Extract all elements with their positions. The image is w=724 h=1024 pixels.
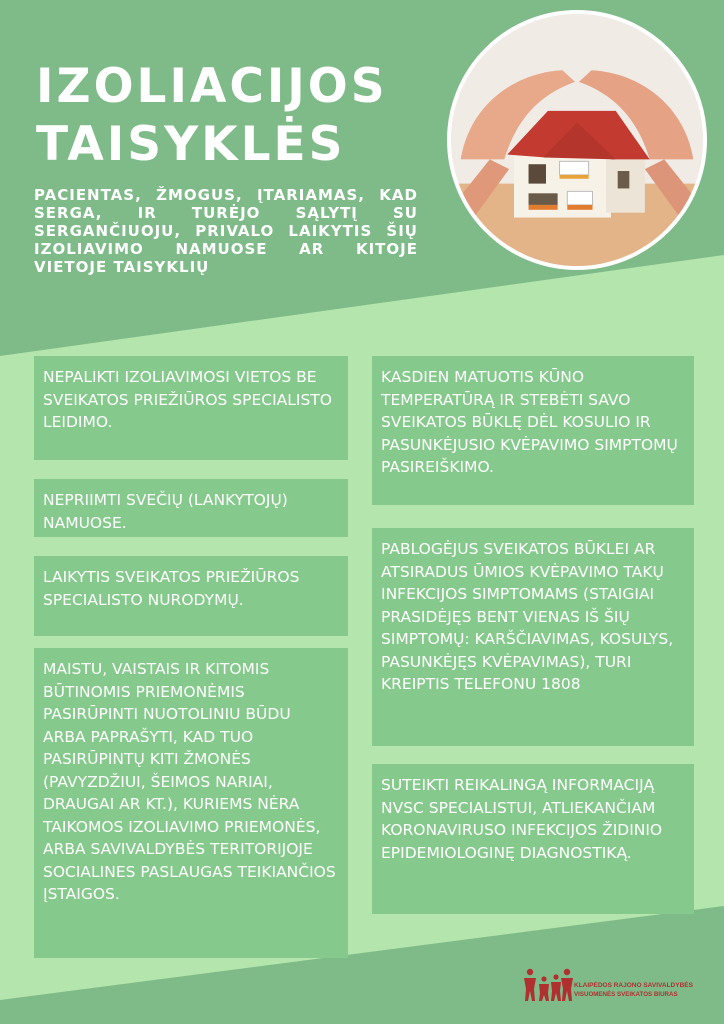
organization-line-1: KLAIPĖDOS RAJONO SAVIVALDYBĖS <box>574 982 693 989</box>
rule-supplies: MAISTU, VAISTAIS IR KITOMIS BŪTINOMIS PRIEMONĖMIS PASIRŪPINTI NUOTOLINIU BŪDU ARBA PAPRAŠYTI, KAD TUO PASIRŪPINTŲ KITI ŽMONĖS (PAVYZDŽIUI, ŠEIMOS NARIAI, DRAUGAI AR KT.), KURIEMS NĖRA TAIKOMOS IZOLIAVIMO PRIEMONĖS, ARBA SAVIVALDYBĖS TERITORIJOJE SOCIALINES PASLAUGAS TEIKIANČIOS ĮSTAIGOS. <box>34 648 348 958</box>
rule-call-1808: PABLOGĖJUS SVEIKATOS BŪKLEI AR ATSIRADUS ŪMIOS KVĖPAVIMO TAKŲ INFEKCIJOS SIMPTOMAMS (STAIGIAI PRASIDĖJĘS BENT VIENAS IŠ ŠIŲ SIMPTOMŲ: KARŠČIAVIMAS, KOSULYS, PASUNKĖJĘS KVĖPAVIMAS), TURI KREIPTIS TELEFONU 1808 <box>372 528 694 746</box>
organization-name <box>574 981 693 999</box>
house-in-hands-illustration <box>451 14 703 266</box>
rule-follow-instructions: LAIKYTIS SVEIKATOS PRIEŽIŪROS SPECIALISTO NURODYMŲ. <box>34 556 348 636</box>
rule-measure-temperature: KASDIEN MATUOTIS KŪNO TEMPERATŪRĄ IR STEBĖTI SAVO SVEIKATOS BŪKLĘ DĖL KOSULIO IR PASUNKĖJUSIO KVĖPAVIMO SIMPTOMŲ PASIREIŠKIMO. <box>372 356 694 505</box>
title-line-1: IZOLIACIJOS <box>36 59 388 114</box>
rule-inform-nvsc: SUTEIKTI REIKALINGĄ INFORMACIJĄ NVSC SPECIALISTUI, ATLIEKANČIAM KORONAVIRUSO INFEKCIJOS ŽIDINIO EPIDEMIOLOGINĘ DIAGNOSTIKĄ. <box>372 764 694 914</box>
page-subtitle: PACIENTAS, ŽMOGUS, ĮTARIAMAS, KAD SERGA, IR TURĖJO SĄLYTĮ SU SERGANČIUOJU, PRIVALO LAIKYTIS ŠIŲ IZOLIAVIMO NAMUOSE AR KITOJE VIETOJE TAISYKLIŲ <box>34 186 418 276</box>
rule-no-visitors: NEPRIIMTI SVEČIŲ (LANKYTOJŲ) NAMUOSE. <box>34 479 348 537</box>
page-title <box>36 58 388 174</box>
rule-no-leaving: NEPALIKTI IZOLIAVIMOSI VIETOS BE SVEIKATOS PRIEŽIŪROS SPECIALISTO LEIDIMO. <box>34 356 348 460</box>
title-line-2: TAISYKLĖS <box>36 117 346 172</box>
organization-line-2: VISUOMENĖS SVEIKATOS BIURAS <box>574 991 678 998</box>
house-in-hands-photo <box>447 10 707 270</box>
organization-logo <box>522 967 722 1005</box>
family-figures-logo-icon <box>522 967 574 1003</box>
